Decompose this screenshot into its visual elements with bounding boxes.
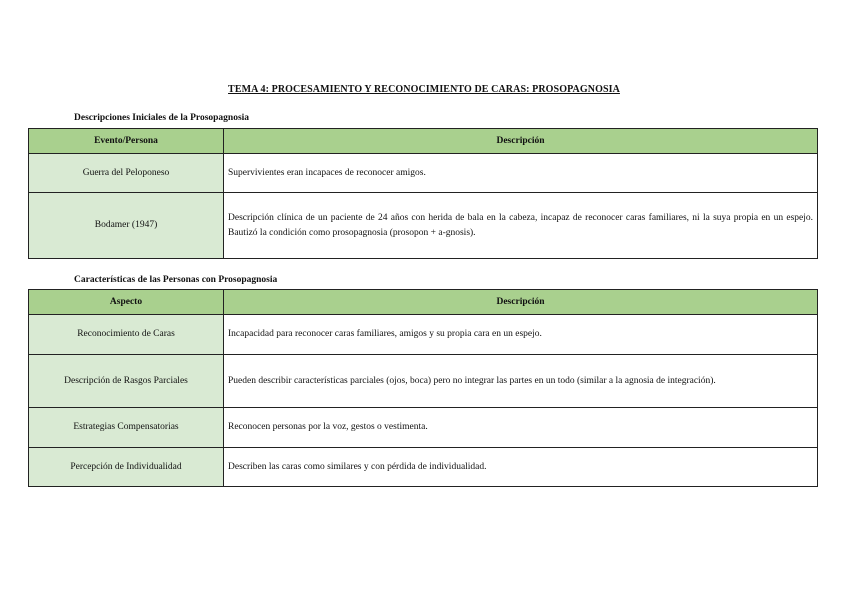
section-title-characteristics: Características de las Personas con Prosopagnosia — [74, 275, 278, 285]
table-row — [29, 355, 818, 408]
row-key: Estrategias Compensatorias — [29, 408, 224, 448]
row-description: Pueden describir características parciales (ojos, boca) pero no integrar las partes en un todo (similar a la agnosia de integración). — [224, 355, 818, 408]
row-description: Describen las caras como similares y con pérdida de individualidad. — [224, 448, 818, 487]
column-header-description: Descripción — [224, 290, 818, 315]
row-key: Guerra del Peloponeso — [29, 154, 224, 193]
table-row — [29, 315, 818, 355]
section-title-initial-descriptions: Descripciones Iniciales de la Prosopagnosia — [74, 113, 250, 123]
table-row — [29, 408, 818, 448]
row-key: Bodamer (1947) — [29, 193, 224, 259]
table-row — [29, 193, 818, 259]
table-row — [29, 154, 818, 193]
table-row — [29, 448, 818, 487]
column-header-description: Descripción — [224, 129, 818, 154]
table-header-row — [29, 129, 818, 154]
column-header-aspect: Aspecto — [29, 290, 224, 315]
row-key: Descripción de Rasgos Parciales — [29, 355, 224, 408]
characteristics-table — [28, 289, 818, 487]
table-header-row — [29, 290, 818, 315]
row-description: Descripción clínica de un paciente de 24 años con herida de bala en la cabeza, incapaz de reconocer caras familiares, ni la suya propia en un espejo. Bautizó la condición como prosopagnosia (prosopon + a-gnosis). — [224, 193, 818, 259]
row-key: Reconocimiento de Caras — [29, 315, 224, 355]
document-title: TEMA 4: PROCESAMIENTO Y RECONOCIMIENTO DE CARAS: PROSOPAGNOSIA — [228, 84, 620, 95]
row-description: Reconocen personas por la voz, gestos o vestimenta. — [224, 408, 818, 448]
column-header-event: Evento/Persona — [29, 129, 224, 154]
initial-descriptions-table — [28, 128, 818, 259]
row-key: Percepción de Individualidad — [29, 448, 224, 487]
row-description: Incapacidad para reconocer caras familiares, amigos y su propia cara en un espejo. — [224, 315, 818, 355]
row-description: Supervivientes eran incapaces de reconocer amigos. — [224, 154, 818, 193]
